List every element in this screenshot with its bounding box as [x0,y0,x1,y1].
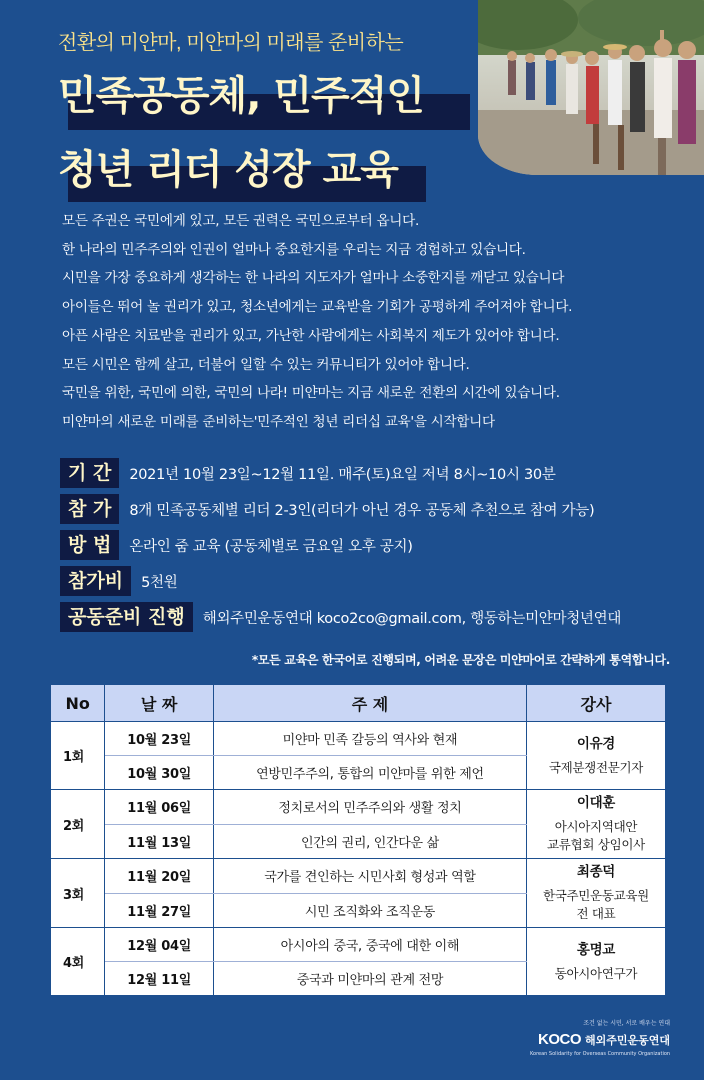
interpretation-note: *모든 교육은 한국어로 진행되며, 어려운 문장은 미얀마어로 간략하게 통역합니다. [251,653,670,667]
koco-logo [530,1018,670,1058]
table-row [51,859,666,894]
header-lecturer: 강사 [526,685,665,722]
table-row [51,928,666,962]
detail-label: 기 간 [60,458,119,488]
detail-value: 8개 민족공동체별 리더 2-3인(리더가 아닌 경우 공동체 추천으로 참여 가능) [129,502,595,519]
intro-line: 모든 주권은 국민에게 있고, 모든 권력은 국민으로부터 옵니다. [62,213,419,229]
session-date: 11월 13일 [105,824,214,859]
session-topic: 정치로서의 민주주의와 생활 정치 [213,790,526,825]
detail-participants [60,492,700,526]
detail-fee [60,564,700,598]
lecturer-name: 최종덕 [576,864,616,880]
intro-line: 시민을 가장 중요하게 생각하는 한 나라의 지도자가 얼마나 소중한지를 깨닫고 있습니다 [62,270,565,287]
poster-title-line-2: 청년 리더 성장 교육 [58,147,398,193]
session-number: 2회 [51,790,105,859]
header-topic: 주 제 [213,685,526,722]
intro-line: 아픈 사람은 치료받을 권리가 있고, 가난한 사람에게는 사회복지 제도가 있어야 합니다. [62,327,560,344]
detail-label: 참 가 [60,494,119,524]
session-date: 11월 06일 [105,790,214,825]
lecturer-cell [526,928,665,996]
session-number: 3회 [51,859,105,928]
detail-label: 방 법 [60,530,119,560]
detail-method [60,528,700,562]
session-number: 4회 [51,928,105,996]
session-number: 1회 [51,722,105,790]
detail-value: 5천원 [141,574,178,591]
detail-organizers [60,600,700,634]
lecturer-cell [526,722,665,790]
intro-line: 한 나라의 민주주의와 인권이 얼마나 중요한지를 우리는 지금 경험하고 있습니다. [62,241,526,258]
lecturer-name: 이대훈 [576,795,616,811]
detail-label: 참가비 [60,566,131,596]
intro-line: 국민을 위한, 국민에 의한, 국민의 나라! 미얀마는 지금 새로운 전환의 시간에 있습니다. [62,385,560,402]
session-topic: 아시아의 중국, 중국에 대한 이해 [213,928,526,962]
logo-mark: KOCO [537,1031,581,1048]
lecturer-name: 이유경 [576,735,616,752]
header-date: 날 짜 [105,685,214,722]
session-date: 10월 30일 [105,756,214,790]
session-date: 11월 20일 [105,859,214,894]
detail-label: 공동준비 진행 [60,602,193,632]
lecturer-cell [526,790,665,859]
program-details [60,456,700,636]
logo-org-name: 해외주민운동연대 [584,1033,670,1047]
detail-value: 2021년 10월 23일~12월 11일. 매주(토)요일 저녁 8시~10시 30분 [129,466,556,483]
session-topic: 연방민주주의, 통합의 미얀마를 위한 제언 [213,756,526,790]
table-header-row [51,685,666,722]
lecturer-cell [526,859,665,928]
session-date: 10월 23일 [105,722,214,756]
logo-tagline: 조건 없는 시민, 서로 배우는 연대 [583,1020,670,1027]
poster-title-line-1: 민족공동체, 민주적인 [58,73,424,119]
lecturer-title: 동아시아연구가 [554,965,638,981]
detail-value: 온라인 줌 교육 (공동체별로 금요일 오후 공지) [129,538,413,555]
table-row [51,790,666,825]
table-row [51,722,666,756]
detail-value: 해외주민운동연대 koco2co@gmail.com, 행동하는미얀마청년연대 [202,610,622,627]
lecturer-name: 홍명교 [576,941,616,958]
intro-line: 미얀마의 새로운 미래를 준비하는'민주적인 청년 리더십 교육'을 시작합니다 [62,413,495,430]
intro-paragraph [62,207,682,437]
header-no: No [51,685,105,722]
intro-line: 아이들은 뛰어 놀 권리가 있고, 청소년에게는 교육받을 기회가 공평하게 주어져야 합니다. [62,299,573,316]
protest-photo [478,0,704,175]
session-topic: 시민 조직화와 조직운동 [213,893,526,928]
poster-subtitle: 전환의 미얀마, 미얀마의 미래를 준비하는 [58,32,404,54]
session-date: 11월 27일 [105,893,214,928]
logo-english-name: Korean Solidarity for Overseas Community Organization [530,1051,671,1057]
session-topic: 미얀마 민족 갈등의 역사와 현재 [213,722,526,756]
session-topic: 국가를 견인하는 시민사회 형성과 역할 [213,859,526,894]
lecturer-title: 한국주민운동교육원 전 대표 [542,888,649,921]
detail-period [60,456,700,490]
intro-line: 모든 시민은 함께 살고, 더불어 일할 수 있는 커뮤니티가 있어야 합니다. [62,356,470,373]
lecturer-title: 아시아지역대안 교류협회 상임이사 [547,819,645,852]
session-topic: 중국과 미얀마의 관계 전망 [213,962,526,996]
session-date: 12월 04일 [105,928,214,962]
session-date: 12월 11일 [105,962,214,996]
logo-main [530,1031,670,1048]
session-topic: 인간의 권리, 인간다운 삶 [213,824,526,859]
schedule-table [50,684,666,996]
lecturer-title: 국제분쟁전문기자 [548,759,644,775]
